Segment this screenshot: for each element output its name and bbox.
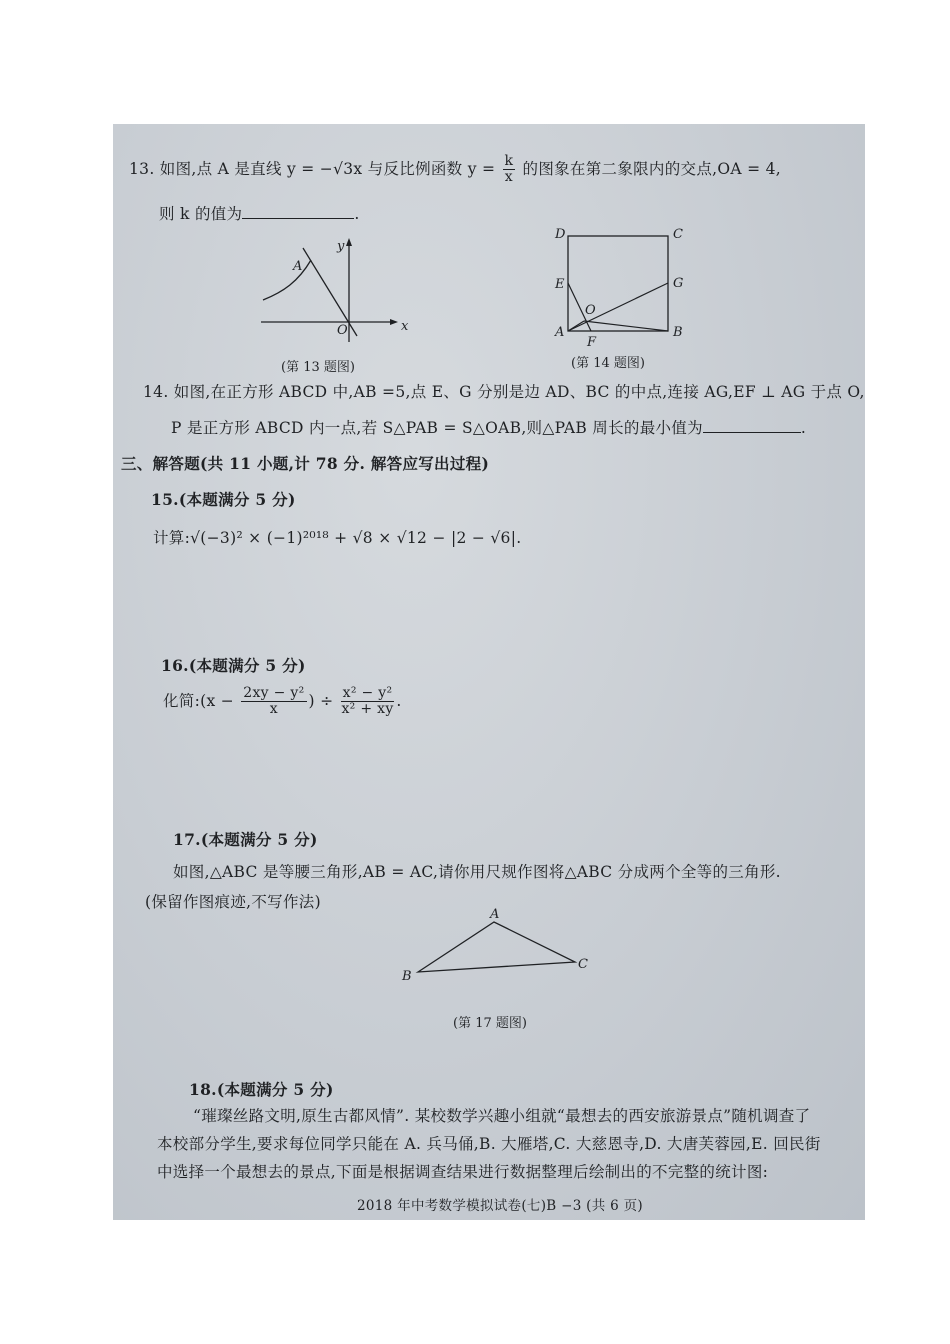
label-D: D: [555, 227, 566, 242]
q18-line2: 本校部分学生,要求每位同学只能在 A. 兵马俑,B. 大雁塔,C. 大慈恩寺,D. 大唐芙蓉园,E. 回民街: [157, 1135, 821, 1153]
caption-13: (第 13 题图): [281, 360, 355, 375]
figure-13: [253, 234, 413, 346]
label-y: y: [337, 239, 345, 254]
q18-line3: 中选择一个最想去的景点,下面是根据调查结果进行数据整理后绘制出的不完整的统计图:: [157, 1163, 769, 1181]
q17-line1: 如图,△ABC 是等腰三角形,AB = AC,请你用尺规作图将△ABC 分成两个全等的三角形.: [173, 863, 781, 881]
segment-AO: [568, 321, 584, 331]
figure-14: [551, 224, 691, 348]
fraction-1: $\frac{\text{2xy − y²}}{x}$: [243, 685, 305, 718]
figure-17: [398, 906, 598, 982]
label-x: x: [401, 319, 409, 334]
q14-line1: 14. 如图,在正方形 ABCD 中,AB =5,点 E、G 分别是边 AD、BC 的中点,连接 AG,EF ⊥ AG 于点 O,: [143, 383, 865, 401]
q15-body: 计算:√(−3)² × (−1)²⁰¹⁸ + √8 × √12 − |2 − √6|.: [153, 529, 522, 547]
label-O: O: [585, 303, 596, 318]
label-B: B: [402, 969, 412, 982]
q15-title: 15.(本题满分 5 分): [151, 490, 296, 509]
label-E: E: [555, 277, 565, 292]
label-A: A: [293, 259, 303, 274]
q16-body: 化简:(x − $\frac{\text{2xy − y²}}{x}$ ) ÷ $\frac{\text{x² − y²}}{\text{x² + xy}}$ .: [163, 685, 402, 718]
q18-title: 18.(本题满分 5 分): [189, 1080, 334, 1099]
segment-AG: [568, 283, 668, 331]
label-B: B: [673, 325, 683, 340]
q14-line2: P 是正方形 ABCD 内一点,若 S△PAB = S△OAB,则△PAB 周长的最小值为 .: [171, 419, 807, 437]
q18-line1: “璀璨丝路文明,原生古都风情”. 某校数学兴趣小组就“最想去的西安旅游景点”随机调查了: [193, 1107, 811, 1125]
q13-line2: 则 k 的值为 .: [159, 205, 360, 223]
q14-answer-blank[interactable]: [703, 432, 801, 433]
label-G: G: [673, 276, 684, 291]
q17-title: 17.(本题满分 5 分): [173, 830, 318, 849]
k-over-x-fraction: $\frac{k}{x}$: [504, 153, 514, 186]
q13-answer-blank[interactable]: [242, 218, 354, 219]
label-C: C: [673, 227, 683, 242]
label-C: C: [578, 957, 588, 972]
q16-title: 16.(本题满分 5 分): [161, 656, 306, 675]
q13-line1: 13. 如图,点 A 是直线 y = −√3x 与反比例函数 y = $\frac{k}{x}$ 的图象在第二象限内的交点,OA = 4,: [129, 153, 781, 186]
section3-heading: 三、解答题(共 11 小题,计 78 分. 解答应写出过程): [121, 454, 490, 473]
triangle-ABC: [418, 922, 575, 972]
q17-line2: (保留作图痕迹,不写作法): [145, 893, 321, 911]
label-O: O: [337, 323, 348, 338]
label-A: A: [555, 325, 565, 340]
page-footer: 2018 年中考数学模拟试卷(七)B −3 (共 6 页): [357, 1198, 643, 1214]
hyperbola-curve: [263, 260, 311, 300]
fraction-2: $\frac{\text{x² − y²}}{\text{x² + xy}}$: [341, 685, 394, 718]
label-F: F: [587, 335, 597, 348]
caption-17: (第 17 题图): [453, 1016, 527, 1031]
square-ABCD: [568, 236, 668, 331]
label-A: A: [490, 907, 500, 922]
exam-page: [113, 124, 865, 1220]
segment-OB: [584, 321, 668, 331]
caption-14: (第 14 题图): [571, 356, 645, 371]
